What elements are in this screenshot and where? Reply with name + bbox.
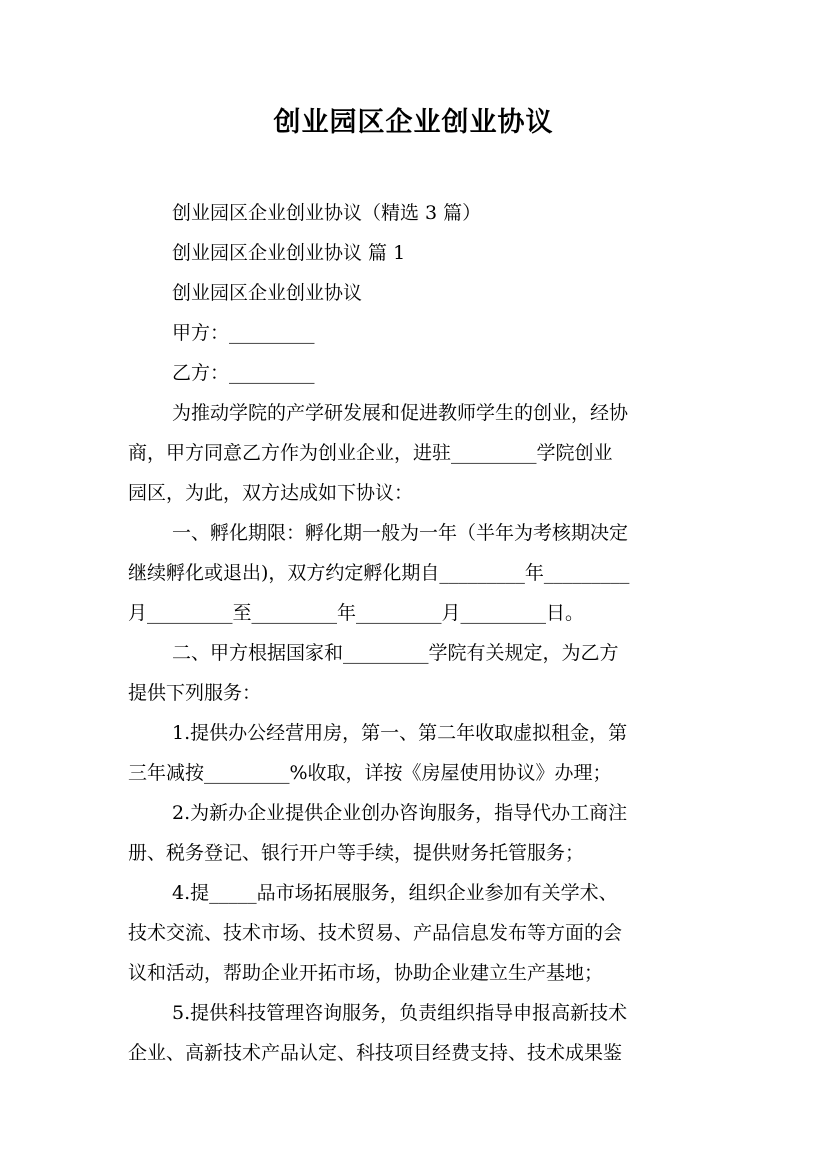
paragraph-line: 企业、高新技术产品认定、科技项目经费支持、技术成果鉴 bbox=[128, 1042, 623, 1064]
paragraph-line: 一、孵化期限：孵化期一般为一年（半年为考核期决定 bbox=[172, 522, 629, 544]
paragraph-line: 4.提_____品市场拓展服务，组织企业参加有关学术、 bbox=[172, 882, 618, 904]
paragraph-line: 1.提供办公经营用房，第一、第二年收取虚拟租金，第 bbox=[172, 722, 628, 744]
paragraph-line: 园区，为此，双方达成如下协议： bbox=[128, 482, 414, 504]
paragraph-line: 月_________至_________年_________月_________日。 bbox=[128, 602, 585, 624]
paragraph-line: 继续孵化或退出)，双方约定孵化期自_________年_________ bbox=[128, 562, 630, 584]
paragraph-line: 提供下列服务： bbox=[128, 682, 262, 704]
paragraph-line: 乙方：_________ bbox=[172, 362, 315, 384]
paragraph-line: 创业园区企业创业协议（精选 3 篇） bbox=[172, 202, 482, 224]
document-title: 创业园区企业创业协议 bbox=[273, 107, 554, 138]
paragraph-line: 创业园区企业创业协议 bbox=[172, 282, 363, 304]
paragraph-line: 2.为新办企业提供企业创办咨询服务，指导代办工商注 bbox=[172, 802, 628, 824]
paragraph-line: 册、税务登记、银行开户等手续，提供财务托管服务； bbox=[128, 842, 585, 864]
paragraph-line: 技术交流、技术市场、技术贸易、产品信息发布等方面的会 bbox=[128, 922, 623, 944]
paragraph-line: 三年减按_________%收取，详按《房屋使用协议》办理； bbox=[128, 762, 612, 784]
paragraph-line: 为推动学院的产学研发展和促进教师学生的创业，经协 bbox=[172, 402, 629, 424]
paragraph-line: 商，甲方同意乙方作为创业企业，进驻_________学院创业 bbox=[128, 442, 613, 464]
document-body bbox=[128, 193, 704, 1073]
paragraph-line: 5.提供科技管理咨询服务，负责组织指导申报高新技术 bbox=[172, 1002, 628, 1024]
paragraph-line: 甲方：_________ bbox=[172, 322, 315, 344]
paragraph-line: 二、甲方根据国家和_________学院有关规定，为乙方 bbox=[172, 642, 619, 664]
paragraph-line: 议和活动，帮助企业开拓市场，协助企业建立生产基地； bbox=[128, 962, 604, 984]
paragraph-line: 创业园区企业创业协议 篇 1 bbox=[172, 242, 406, 264]
